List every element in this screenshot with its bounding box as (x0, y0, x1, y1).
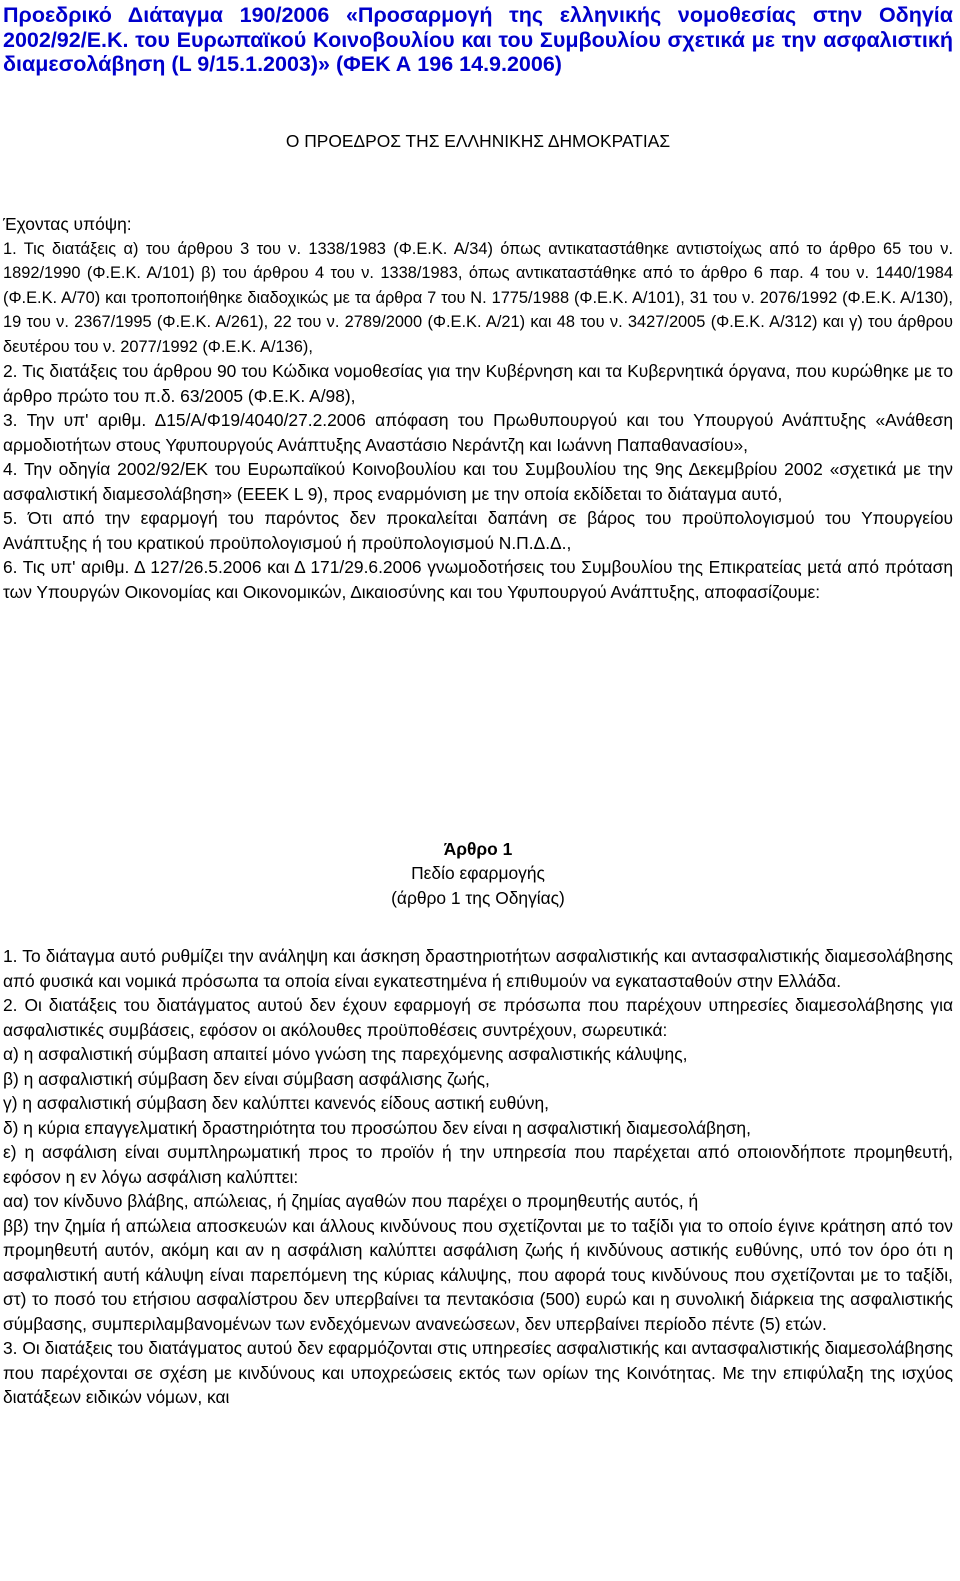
article-item-d: δ) η κύρια επαγγελματική δραστηριότητα του προσώπου δεν είναι η ασφαλιστική διαμεσολάβηση, (3, 1117, 751, 1138)
article-item-a: α) η ασφαλιστική σύμβαση απαιτεί μόνο γνώση της παρεχόμενης ασφαλιστικής κάλυψης, (3, 1044, 688, 1064)
article-item-c: γ) η ασφαλιστική σύμβαση δεν καλύπτει κανενός είδους αστική ευθύνη, (3, 1093, 549, 1113)
president-heading: Ο ΠΡΟΕΔΡΟΣ ΤΗΣ ΕΛΛΗΝΙΚΗΣ ΔΗΜΟΚΡΑΤΙΑΣ (285, 131, 671, 151)
consideration-1: 1. Τις διατάξεις α) του άρθρου 3 του ν. 1338/1983 (Φ.Ε.Κ. Α/34) όπως αντικαταστάθηκε αντιστοίχως από το άρθρο 65 του ν. 1892/1990 (Φ.Ε.Κ. Α/101) β) του άρθρου 4 του ν. 1338/1983, όπως αντικαταστάθηκε από το άρθρο 6 παρ. 4 του ν. 1440/1984 (Φ.Ε.Κ. Α/70) και τροποποιήθηκε διαδοχικώς με τα άρθρα 7 του Ν. 1775/1988 (Φ.Ε.Κ. Α/101), 31 του ν. 2076/1992 (Φ.Ε.Κ. Α/130), 19 του ν. 2367/1995 (Φ.Ε.Κ. Α/261), 22 του ν. 2789/2000 (Φ.Ε.Κ. Α/21) και 48 του ν. 3427/2005 (Φ.Ε.Κ. Α/312) και γ) του άρθρου δευτέρου του ν. 2077/1992 (Φ.Ε.Κ. Α/136), (3, 239, 953, 356)
article-paragraph-3: 3. Οι διατάξεις του διατάγματος αυτού δεν εφαρμόζονται στις υπηρεσίες ασφαλιστικής και αντασφαλιστικής διαμεσολάβησης που παρέχονται σε σχέση με κινδύνους και υποχρεώσεις εκτός των ορίων της Κοινότητας. Με την επιφύλαξη της ισχύος διατάξεων ειδικών νόμων, και (3, 1338, 953, 1407)
article-item-bb: ββ) την ζημία ή απώλεια αποσκευών και άλλους κινδύνους που σχετίζονται με το ταξίδι για το οποίο έγινε κράτηση από τον προμηθευτή αυτόν, ακόμη και αν η ασφάλιση καλύπτει ασφάλιση ζωής ή κινδύνους αστικής ευθύνης, υπό τον όρο ότι η ασφαλιστική αυτή κάλυψη είναι παρεπόμενη της κύριας κάλυψης, που αφορά τους κινδύνους που σχετίζονται με το ταξίδι, στ) το ποσό του ετήσιου ασφαλίστρου δεν υπερβαίνει τα πεντακόσια (500) ευρώ και η συνολική διάρκεια της ασφαλιστικής σύμβασης, συμπεριλαμβανομένων των ενδεχόμενων ανανεώσεων, δεν υπερβαίνει περίοδο πέντε (5) ετών. (3, 1215, 953, 1334)
article-paragraph-2: 2. Οι διατάξεις του διατάγματος αυτού δεν έχουν εφαρμογή σε πρόσωπα που παρέχουν υπηρεσίες διαμεσολάβησης για ασφαλιστικές συμβάσεις, εφόσον οι ακόλουθες προϋποθέσεις συντρέχουν, σωρευτικά: (3, 995, 953, 1040)
consideration-3: 3. Την υπ' αριθμ. Δ15/Α/Φ19/4040/27.2.2006 απόφαση του Πρωθυπουργού και του Υπουργού Ανάπτυξης «Ανάθεση αρμοδιοτήτων στους Υφυπουργούς Ανάπτυξης Αναστάσιο Νεράντζη και Ιωάννη Παπαθανασίου», (3, 410, 953, 455)
having-regard-label: Έχοντας υπόψη: (3, 214, 132, 234)
consideration-2: 2. Τις διατάξεις του άρθρου 90 του Κώδικα νομοθεσίας για την Κυβέρνηση και τα Κυβερνητικά όργανα, που κυρώθηκε με το άρθρο πρώτο του π.δ. 63/2005 (Φ.Ε.Κ. Α/98), (3, 361, 953, 406)
considerations-block (3, 212, 953, 604)
consideration-5: 5. Ότι από την εφαρμογή του παρόντος δεν προκαλείται δαπάνη σε βάρος του προϋπολογισμού του Υπουργείου Ανάπτυξης ή του κρατικού προϋπολογισμού ή προϋπολογισμού Ν.Π.Δ.Δ., (3, 508, 953, 553)
article-item-aa: αα) τον κίνδυνο βλάβης, απώλειας, ή ζημίας αγαθών που παρέχει ο προμηθευτής αυτός, ή (3, 1191, 699, 1211)
consideration-4: 4. Την οδηγία 2002/92/ΕΚ του Ευρωπαϊκού Κοινοβουλίου και του Συμβουλίου της 9ης Δεκεμβρίου 2002 «σχετικά με την ασφαλιστική διαμεσολάβηση» (ΕΕΕΚ L 9), προς εναρμόνιση με την οποία εκδίδεται το διάταγμα αυτό, (3, 459, 953, 504)
article-body (3, 944, 953, 1410)
article-heading: Άρθρο 1 (443, 839, 513, 859)
article-reference: (άρθρο 1 της Οδηγίας) (391, 888, 565, 908)
article-subtitle: Πεδίο εφαρμογής (411, 863, 545, 883)
consideration-6: 6. Τις υπ' αριθμ. Δ 127/26.5.2006 και Δ 171/29.6.2006 γνωμοδοτήσεις του Συμβουλίου της Επικρατείας μετά από πρόταση των Υπουργών Οικονομίας και Οικονομικών, Δικαιοσύνης και του Υφυπουργού Ανάπτυξης, αποφασίζουμε: (3, 557, 953, 602)
article-paragraph-1: 1. Το διάταγμα αυτό ρυθμίζει την ανάληψη και άσκηση δραστηριοτήτων ασφαλιστικής και αντασφαλιστικής διαμεσολάβησης από φυσικά και νομικά πρόσωπα τα οποία είναι εγκατεστημένα ή επιθυμούν να εγκατασταθούν στην Ελλάδα. (3, 946, 953, 991)
document-title: Προεδρικό Διάταγμα 190/2006 «Προσαρμογή της ελληνικής νομοθεσίας στην Οδηγία 2002/92/Ε.Κ. του Ευρωπαϊκού Κοινοβουλίου και του Συμβουλίου σχετικά με την ασφαλιστική διαμεσολάβηση (L 9/15.1.2003)» (ΦΕΚ Α 196 14.9.2006) (3, 3, 953, 76)
article-item-e: ε) η ασφάλιση είναι συμπληρωματική προς το προϊόν ή την υπηρεσία που παρέχεται από οποιονδήποτε προμηθευτή, εφόσον η εν λόγω ασφάλιση καλύπτει: (3, 1142, 953, 1187)
article-item-b: β) η ασφαλιστική σύμβαση δεν είναι σύμβαση ασφάλισης ζωής, (3, 1068, 490, 1089)
